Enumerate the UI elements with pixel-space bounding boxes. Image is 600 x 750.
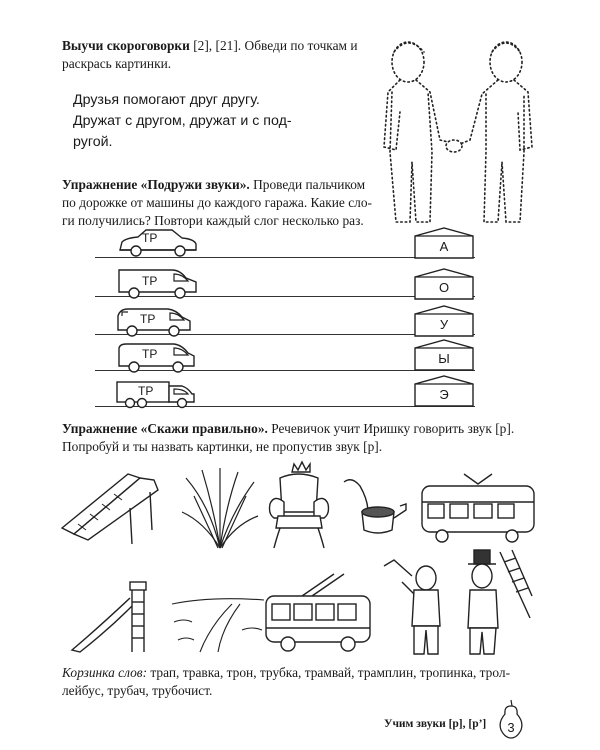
garage-letter: Э <box>439 387 449 402</box>
section3-text-2: Попробуй и ты назвать картинки, не пропустив звук [р]. <box>62 439 383 454</box>
throne-icon[interactable] <box>264 458 334 552</box>
garage-a[interactable] <box>413 226 475 265</box>
section1-refs: [2], [21]. <box>189 38 242 53</box>
page-number: 3 <box>507 720 515 735</box>
garage-letter: О <box>438 280 450 295</box>
section1-text-2: раскрась картинки. <box>62 56 172 71</box>
section2-title: Упражнение «Подружи звуки». <box>62 177 250 192</box>
footer-title: Учим звуки [р], [р’] <box>384 718 487 730</box>
word-basket-line-2: лейбус, трубач, трубочист. <box>62 683 213 698</box>
trolleybus-icon[interactable] <box>262 572 374 656</box>
slide-icon[interactable] <box>68 578 162 654</box>
car-icon[interactable] <box>116 226 200 265</box>
minivan-icon[interactable] <box>114 304 194 343</box>
chimney-sweep-icon[interactable] <box>460 548 534 658</box>
ramp-icon[interactable] <box>58 468 170 548</box>
minibus-icon[interactable] <box>116 340 196 379</box>
garage-letter: А <box>439 239 449 254</box>
section2-text-1: Проведи пальчиком <box>249 177 366 192</box>
two-boys-dotted-icon <box>378 22 538 232</box>
vehicle-label: ТР <box>140 312 156 326</box>
vehicle-label: ТР <box>142 231 158 245</box>
tongue-line-1: Друзья помогают друг другу. <box>73 92 260 108</box>
section2-text-2: по дорожке от машины до каждого гаража. Какие сло- <box>62 195 372 210</box>
section3-text-1: Речевичок учит Иришку говорить звук [р]. <box>267 421 515 436</box>
van-icon[interactable] <box>116 264 200 305</box>
pipe-icon[interactable] <box>338 474 408 538</box>
path-icon[interactable] <box>170 582 266 654</box>
trumpeter-icon[interactable] <box>380 556 452 656</box>
garage-o[interactable] <box>413 267 475 306</box>
word-basket-label: Корзинка слов: <box>62 665 148 680</box>
garage-e[interactable] <box>413 374 475 413</box>
section1-text-1: Обведи по точкам и <box>241 38 358 53</box>
section2-text-3: ги получились? Повтори каждый слог несколько раз. <box>62 213 364 228</box>
section3-instruction <box>62 420 542 456</box>
grass-icon[interactable] <box>180 466 260 550</box>
garage-y[interactable] <box>413 338 475 377</box>
garage-letter: Ы <box>438 351 450 366</box>
section1-instruction <box>62 37 382 73</box>
garage-letter: У <box>439 317 449 332</box>
section1-title: Выучи скороговорки <box>62 38 190 53</box>
tongue-line-2: Дружат с другом, дружат и с под- <box>73 113 292 129</box>
vehicle-label: ТР <box>142 274 158 288</box>
truck-icon[interactable] <box>114 376 198 415</box>
tongue-line-3: ругой. <box>73 134 113 150</box>
word-basket-line-1: трап, травка, трон, трубка, трамвай, трамплин, тропинка, трол- <box>147 665 511 680</box>
tram-icon[interactable] <box>416 472 540 546</box>
tongue-twister <box>73 90 393 153</box>
vehicle-label: ТР <box>138 384 154 398</box>
section2-instruction <box>62 176 392 230</box>
section3-title: Упражнение «Скажи правильно». <box>62 421 268 436</box>
word-basket <box>62 664 552 700</box>
vehicle-label: ТР <box>142 347 158 361</box>
